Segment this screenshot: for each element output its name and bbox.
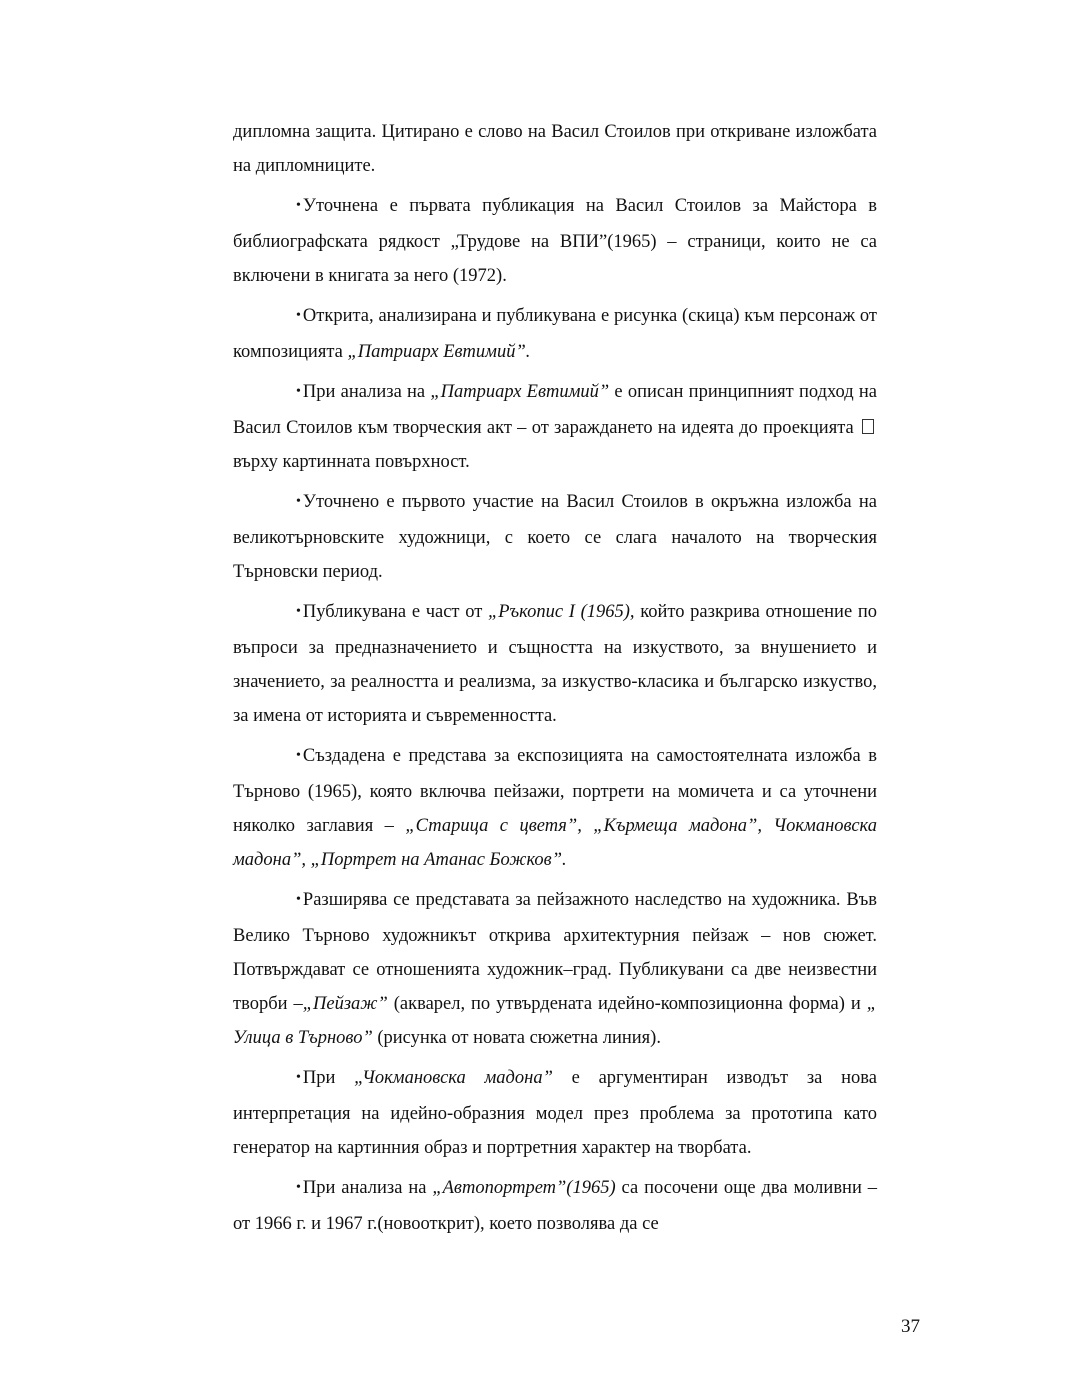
paragraph xyxy=(233,739,877,877)
bullet-icon: • xyxy=(296,604,301,619)
text-run: Уточнено е първото участие на Васил Стоилов в окръжна изложба на великотърновските художници, с което се слага началото на творческия Търновски период. xyxy=(233,492,877,582)
paragraph xyxy=(233,1171,877,1241)
paragraph xyxy=(233,375,877,479)
text-run: Публикувана е част от xyxy=(302,602,488,622)
paragraph xyxy=(233,883,877,1055)
italic-title: „Патриарх Евтимий”. xyxy=(347,342,531,362)
italic-title: „Автопортрет”(1965) xyxy=(432,1178,616,1198)
text-run: е аргументиран изводът за нова интерпретация на идейно-образния модел през проблема за прототипа като генератор на картинния образ и портретния характер на творбата. xyxy=(233,1068,877,1158)
paragraph xyxy=(233,299,877,369)
italic-title: „Чокмановска мадона” xyxy=(354,1068,553,1088)
bullet-icon: • xyxy=(296,1070,301,1085)
paragraph xyxy=(233,595,877,733)
text-run: върху картинната повърхност. xyxy=(233,452,470,472)
text-run: дипломна защита. Цитирано е слово на Васил Стоилов при откриване изложбата на дипломниците. xyxy=(233,122,877,176)
page-number: 37 xyxy=(901,1316,920,1337)
body-text xyxy=(233,115,877,1247)
paragraph xyxy=(233,485,877,589)
text-run: са посочени още два моливни – от 1966 г. и 1967 г.(новооткрит), което позволява да се xyxy=(233,1178,877,1234)
bullet-icon: • xyxy=(296,494,301,509)
text-run: Уточнена е първата публикация на Васил Стоилов за Майстора в библиографската рядкост „Трудове на ВПИ”(1965) – страници, които не са включени в книгата за него (1972). xyxy=(233,196,877,286)
text-run: Създадена е представа за експозицията на самостоятелната изложба в Търново (1965), която включва пейзажи, портрети на момичета и са уточнени няколко заглавия – xyxy=(233,746,877,836)
text-run: Открита, анализирана и публикувана е рисунка (скица) към персонаж от композицията xyxy=(233,306,877,362)
text-run: При анализа на xyxy=(302,1178,433,1198)
paragraph xyxy=(233,115,877,183)
text-run: който разкрива отношение по въпроси за предназначението и същността на изкуството, за внушението и значението, за реалността и реализма, за изкуство-класика и българско изкуство, за имена от историята и съвременността. xyxy=(233,602,877,726)
text-run: е описан принципният подход на Васил Стоилов към творческия акт – от зараждането на идеята до проекцията xyxy=(233,382,877,438)
italic-title: „Пейзаж” xyxy=(302,994,388,1014)
bullet-icon: • xyxy=(296,384,301,399)
paragraph xyxy=(233,1061,877,1165)
text-run: Разширява се представата за пейзажното наследство на художника. Във Велико Търново художникът открива архитектурния пейзаж – нов сюжет. Потвърждават се отношенията художник–град. Публикувани са две неизвестни творби – xyxy=(233,890,877,1014)
missing-glyph-icon xyxy=(862,419,874,434)
text-run: При анализа на xyxy=(302,382,431,402)
bullet-icon: • xyxy=(296,748,301,763)
bullet-icon: • xyxy=(296,892,301,907)
italic-title: „Старица с цветя”, „Кърмеща мадона”, Чокмановска мадона”, „Портрет на Атанас Божков”. xyxy=(233,816,877,870)
paragraph xyxy=(233,189,877,293)
bullet-icon: • xyxy=(296,308,301,323)
bullet-icon: • xyxy=(296,1180,301,1195)
bullet-icon: • xyxy=(296,198,301,213)
italic-title: „ Улица в Търново” xyxy=(233,994,877,1048)
text-run: При xyxy=(302,1068,355,1088)
italic-title: „Патриарх Евтимий” xyxy=(430,382,610,402)
text-run: (акварел, по утвърдената идейно-композиционна форма) и xyxy=(387,994,867,1014)
italic-title: „Ръкопис I (1965), xyxy=(487,602,635,622)
text-run: (рисунка от новата сюжетна линия). xyxy=(372,1028,661,1048)
